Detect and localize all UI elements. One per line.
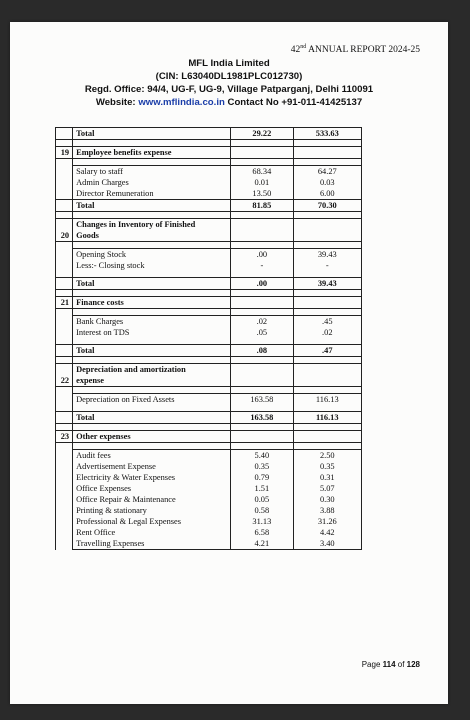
- company-cin: (CIN: L63040DL1981PLC012730): [155, 71, 303, 82]
- table-cell: [293, 140, 361, 147]
- table-cell: [56, 316, 73, 328]
- table-cell: 4.42: [293, 527, 361, 538]
- table-cell: Changes in Inventory of Finished Goods: [73, 219, 231, 242]
- table-cell: [56, 188, 73, 200]
- table-cell: [56, 483, 73, 494]
- table-cell: [56, 278, 73, 290]
- table-cell: 163.58: [231, 412, 293, 424]
- table-cell: 31.13: [231, 516, 293, 527]
- table-cell: -: [231, 260, 293, 271]
- table-row: [56, 494, 362, 505]
- section-20-header: [56, 219, 362, 242]
- table-cell: [56, 128, 73, 140]
- table-cell: [56, 345, 73, 357]
- table-row: [56, 128, 362, 140]
- table-row: [56, 394, 362, 406]
- table-cell: 0.01: [231, 177, 293, 188]
- table-cell: [73, 309, 231, 316]
- table-row: [56, 527, 362, 538]
- table-cell: [231, 387, 293, 394]
- table-cell: [56, 450, 73, 462]
- table-row: [56, 166, 362, 178]
- table-cell: [231, 431, 293, 443]
- table-cell: [56, 309, 73, 316]
- table-cell: [56, 472, 73, 483]
- table-cell: Employee benefits expense: [73, 147, 231, 159]
- table-row: [56, 424, 362, 431]
- table-cell: [56, 527, 73, 538]
- table-cell: 0.03: [293, 177, 361, 188]
- table-cell: Office Repair & Maintenance: [73, 494, 231, 505]
- table-cell: Office Expenses: [73, 483, 231, 494]
- table-cell: 31.26: [293, 516, 361, 527]
- table-cell: 533.63: [293, 128, 361, 140]
- table-cell: [73, 443, 231, 450]
- table-row: [56, 483, 362, 494]
- table-cell: .08: [231, 345, 293, 357]
- table-cell: .02: [231, 316, 293, 328]
- table-cell: [231, 357, 293, 364]
- table-row: [56, 140, 362, 147]
- table-cell: [73, 357, 231, 364]
- table-row: [56, 461, 362, 472]
- table-cell: [56, 290, 73, 297]
- table-cell: 19: [56, 147, 73, 159]
- table-cell: [56, 516, 73, 527]
- table-cell: [231, 309, 293, 316]
- table-cell: 64.27: [293, 166, 361, 178]
- table-cell: 3.40: [293, 538, 361, 550]
- table-cell: Finance costs: [73, 297, 231, 309]
- table-cell: [231, 147, 293, 159]
- table-cell: 2.50: [293, 450, 361, 462]
- table-cell: 0.31: [293, 472, 361, 483]
- table-cell: Travelling Expenses: [73, 538, 231, 550]
- section-19-total: [56, 200, 362, 212]
- table-cell: [73, 424, 231, 431]
- table-cell: Printing & stationary: [73, 505, 231, 516]
- table-cell: Salary to staff: [73, 166, 231, 178]
- table-row: [56, 260, 362, 271]
- table-row: [56, 327, 362, 338]
- table-cell: [293, 242, 361, 249]
- table-cell: [293, 147, 361, 159]
- table-cell: 13.50: [231, 188, 293, 200]
- table-cell: .45: [293, 316, 361, 328]
- table-cell: 116.13: [293, 412, 361, 424]
- table-row: [56, 472, 362, 483]
- section-19-header: [56, 147, 362, 159]
- notes-table: [55, 127, 362, 550]
- table-row: [56, 505, 362, 516]
- table-cell: [231, 159, 293, 166]
- table-cell: [56, 260, 73, 271]
- table-row: [56, 188, 362, 200]
- table-cell: 23: [56, 431, 73, 443]
- table-cell: .05: [231, 327, 293, 338]
- table-cell: [293, 159, 361, 166]
- table-cell: [293, 431, 361, 443]
- table-cell: -: [293, 260, 361, 271]
- table-cell: [231, 140, 293, 147]
- table-cell: .02: [293, 327, 361, 338]
- table-row: [56, 309, 362, 316]
- table-cell: [293, 357, 361, 364]
- table-row: [56, 290, 362, 297]
- table-cell: Total: [73, 200, 231, 212]
- table-row: [56, 443, 362, 450]
- website-link[interactable]: www.mflindia.co.in: [138, 97, 225, 108]
- table-cell: Total: [73, 128, 231, 140]
- table-cell: [56, 327, 73, 338]
- table-cell: [73, 290, 231, 297]
- section-20-total: [56, 278, 362, 290]
- table-cell: [293, 290, 361, 297]
- table-cell: Less:- Closing stock: [73, 260, 231, 271]
- report-page: [10, 22, 448, 704]
- table-cell: 0.35: [293, 461, 361, 472]
- table-cell: Admin Charges: [73, 177, 231, 188]
- table-cell: Professional & Legal Expenses: [73, 516, 231, 527]
- table-cell: 22: [56, 364, 73, 387]
- table-cell: [73, 159, 231, 166]
- table-cell: Audit fees: [73, 450, 231, 462]
- annual-report-label: 42nd ANNUAL REPORT 2024-25: [290, 44, 420, 56]
- table-cell: [56, 424, 73, 431]
- table-cell: Other expenses: [73, 431, 231, 443]
- page-number: Page 114 of 128: [361, 660, 420, 669]
- table-cell: [73, 387, 231, 394]
- table-cell: [56, 394, 73, 406]
- table-cell: [293, 212, 361, 219]
- table-cell: [56, 505, 73, 516]
- table-cell: [56, 242, 73, 249]
- table-cell: 6.58: [231, 527, 293, 538]
- table-cell: [231, 424, 293, 431]
- table-cell: 3.88: [293, 505, 361, 516]
- table-cell: 39.43: [293, 278, 361, 290]
- table-row: [56, 516, 362, 527]
- table-cell: 0.05: [231, 494, 293, 505]
- table-row: [56, 177, 362, 188]
- table-cell: [56, 177, 73, 188]
- table-cell: Total: [73, 345, 231, 357]
- table-row: [56, 212, 362, 219]
- table-cell: [56, 200, 73, 212]
- contact-line: Website: www.mflindia.co.in Contact No +91-011-41425137: [95, 97, 363, 108]
- section-21-total: [56, 345, 362, 357]
- table-cell: [231, 219, 293, 242]
- table-cell: 163.58: [231, 394, 293, 406]
- table-row: [56, 450, 362, 462]
- table-cell: [231, 290, 293, 297]
- table-cell: [73, 140, 231, 147]
- table-cell: 68.34: [231, 166, 293, 178]
- table-cell: 39.43: [293, 249, 361, 261]
- table-cell: 0.30: [293, 494, 361, 505]
- table-cell: [293, 297, 361, 309]
- registered-office: Regd. Office: 94/4, UG-F, UG-9, Village Patparganj, Delhi 110091: [84, 84, 374, 95]
- table-cell: [293, 387, 361, 394]
- table-row: [56, 538, 362, 550]
- table-cell: [73, 242, 231, 249]
- table-cell: [56, 140, 73, 147]
- table-cell: Depreciation on Fixed Assets: [73, 394, 231, 406]
- table-cell: [56, 159, 73, 166]
- table-row: [56, 387, 362, 394]
- table-cell: Rent Office: [73, 527, 231, 538]
- table-cell: [56, 387, 73, 394]
- table-row: [56, 242, 362, 249]
- company-name: MFL India Limited: [188, 58, 270, 69]
- table-cell: 4.21: [231, 538, 293, 550]
- table-cell: Total: [73, 412, 231, 424]
- table-cell: 0.35: [231, 461, 293, 472]
- table-cell: .00: [231, 278, 293, 290]
- table-cell: [56, 443, 73, 450]
- table-cell: 5.07: [293, 483, 361, 494]
- section-23-header: [56, 431, 362, 443]
- table-row: [56, 159, 362, 166]
- table-cell: [56, 249, 73, 261]
- table-cell: 81.85: [231, 200, 293, 212]
- table-cell: 5.40: [231, 450, 293, 462]
- table-cell: Opening Stock: [73, 249, 231, 261]
- table-cell: [231, 212, 293, 219]
- table-cell: [56, 212, 73, 219]
- table-cell: 20: [56, 219, 73, 242]
- table-cell: Electricity & Water Expenses: [73, 472, 231, 483]
- table-cell: 0.79: [231, 472, 293, 483]
- table-cell: [293, 443, 361, 450]
- section-22-header: [56, 364, 362, 387]
- table-cell: [231, 443, 293, 450]
- table-cell: Interest on TDS: [73, 327, 231, 338]
- table-cell: 0.58: [231, 505, 293, 516]
- table-cell: [231, 297, 293, 309]
- table-cell: [56, 461, 73, 472]
- table-cell: .47: [293, 345, 361, 357]
- table-cell: 6.00: [293, 188, 361, 200]
- table-cell: Total: [73, 278, 231, 290]
- table-cell: 116.13: [293, 394, 361, 406]
- table-cell: 70.30: [293, 200, 361, 212]
- table-cell: [293, 219, 361, 242]
- table-cell: [73, 212, 231, 219]
- table-cell: [293, 364, 361, 387]
- table-cell: Depreciation and amortization expense: [73, 364, 231, 387]
- table-cell: [56, 538, 73, 550]
- table-cell: 1.51: [231, 483, 293, 494]
- table-cell: [56, 357, 73, 364]
- table-cell: Director Remuneration: [73, 188, 231, 200]
- table-cell: Advertisement Expense: [73, 461, 231, 472]
- section-22-total: [56, 412, 362, 424]
- table-cell: [231, 242, 293, 249]
- table-cell: 21: [56, 297, 73, 309]
- table-row: [56, 357, 362, 364]
- table-cell: [231, 364, 293, 387]
- table-cell: .00: [231, 249, 293, 261]
- table-cell: [56, 412, 73, 424]
- table-cell: Bank Charges: [73, 316, 231, 328]
- table-cell: [293, 424, 361, 431]
- section-21-header: [56, 297, 362, 309]
- table-row: [56, 316, 362, 328]
- table-cell: [56, 494, 73, 505]
- table-row: [56, 249, 362, 261]
- table-cell: [293, 309, 361, 316]
- table-cell: [56, 166, 73, 178]
- table-cell: 29.22: [231, 128, 293, 140]
